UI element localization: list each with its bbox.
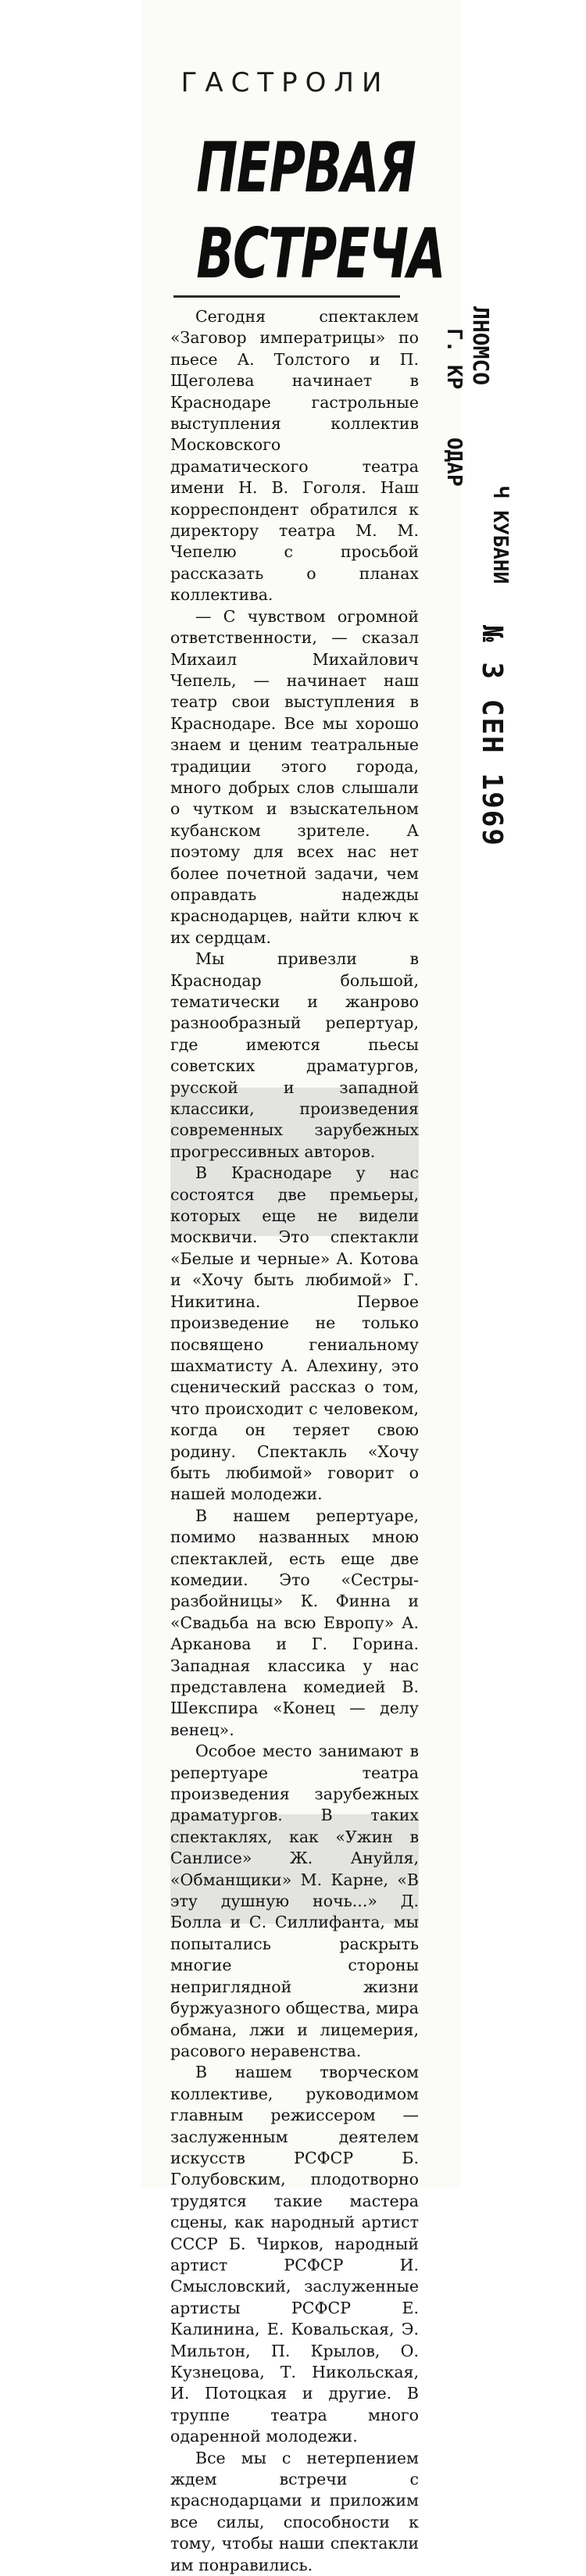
article-paragraph: В нашем репертуаре, помимо названных мною спектаклей, есть еще две комедии. Это «Сестры-разбойницы» К. Финна и «Свадьба на всю Европу» А. Арканова и Г. Горина. Западная классика у нас представлена комедией В. Шекспира «Конец — делу венец». — [170, 1506, 419, 1739]
article-paragraph: — С чувством огромной ответственности, — сказал Михаил Михайлович Чепель, — начинает наш театр свои выступления в Краснодаре. Все мы хорошо знаем и ценим театральные традиции этого города, много добрых слов слышали о чутком и взыскательном кубанском зрителе. А поэтому для всех нас нет более почетной задачи, чем оправдать надежды краснодарцев, найти ключ к их сердцам. — [170, 606, 419, 947]
article-paragraph: Особое место занимают в репертуаре театра произведения зарубежных драматургов. В таких спектаклях, как «Ужин в Санлисе» Ж. Ануйля, «Обманщики» М. Карне, «В эту душную ночь...» Д. Болла и С. Силлифанта, мы попытались раскрыть многие стороны неприглядной жизни буржуазного общества, мира обмана, лжи и лицемерия, расового неравенства. — [170, 1742, 419, 2060]
archive-stamp-line: ЛНОМСО — [468, 306, 494, 386]
article-body — [170, 306, 419, 2576]
headline-rule — [173, 295, 400, 298]
article-paragraph: Все мы с нетерпением ждем встречи с краснодарцами и приложим все силы, способности к тому, чтобы наши спектакли им понравились. — [170, 2448, 419, 2574]
archive-stamp-line: ОДАР — [442, 438, 466, 487]
rubric-label: ГАСТРОЛИ — [180, 67, 390, 98]
article-paragraph: В Краснодаре у нас состоятся две премьеры, которых еще не видели москвичи. Это спектакли «Белые и черные» А. Котова и «Хочу быть любимой» Г. Никитина. Первое произведение не только посвящено гениальному шахматисту А. Алехину, это сценический рассказ о том, что происходит с человеком, когда он теряет свою родину. Спектакль «Хочу быть любимой» говорит о нашей молодежи. — [170, 1163, 419, 1504]
article-paragraph: Сегодня спектаклем «Заговор императрицы» по пьесе А. Толстого и П. Щеголева начинает в Краснодаре гастрольные выступления коллектив Московского драматического театра имени Н. В. Гоголя. Наш корреспондент обратился к директору театра М. М. Чепелю с просьбой рассказать о планах коллектива. — [170, 307, 419, 605]
archive-stamp-date: № 3 СЕН 1969 — [476, 625, 508, 848]
headline-line-1: ПЕРВАЯ — [196, 127, 416, 208]
article-paragraph: Мы привезли в Краснодар большой, тематически и жанрово разнообразный репертуар, где имеются пьесы советских драматургов, русской и западной классики, произведения современных зарубежных прогрессивных авторов. — [170, 949, 419, 1161]
archive-stamp-line: Г. КР — [442, 328, 466, 390]
article-paragraph: В нашем творческом коллективе, руководимом главным режиссером — заслуженным деятелем искусств РСФСР Б. Голубовским, плодотворно трудятся такие мастера сцены, как народный артист СССР Б. Чирков, народный артист РСФСР И. Смысловский, заслуженные артисты РСФСР Е. Калинина, Е. Ковальская, Э. Мильтон, П. Крылов, О. Кузнецова, Т. Никольская, И. Потоцкая и другие. В труппе театра много одаренной молодежи. — [170, 2063, 419, 2446]
archive-stamp-line: Ч КУБАНИ — [488, 486, 512, 584]
headline-line-2: ВСТРЕЧА — [196, 213, 445, 294]
